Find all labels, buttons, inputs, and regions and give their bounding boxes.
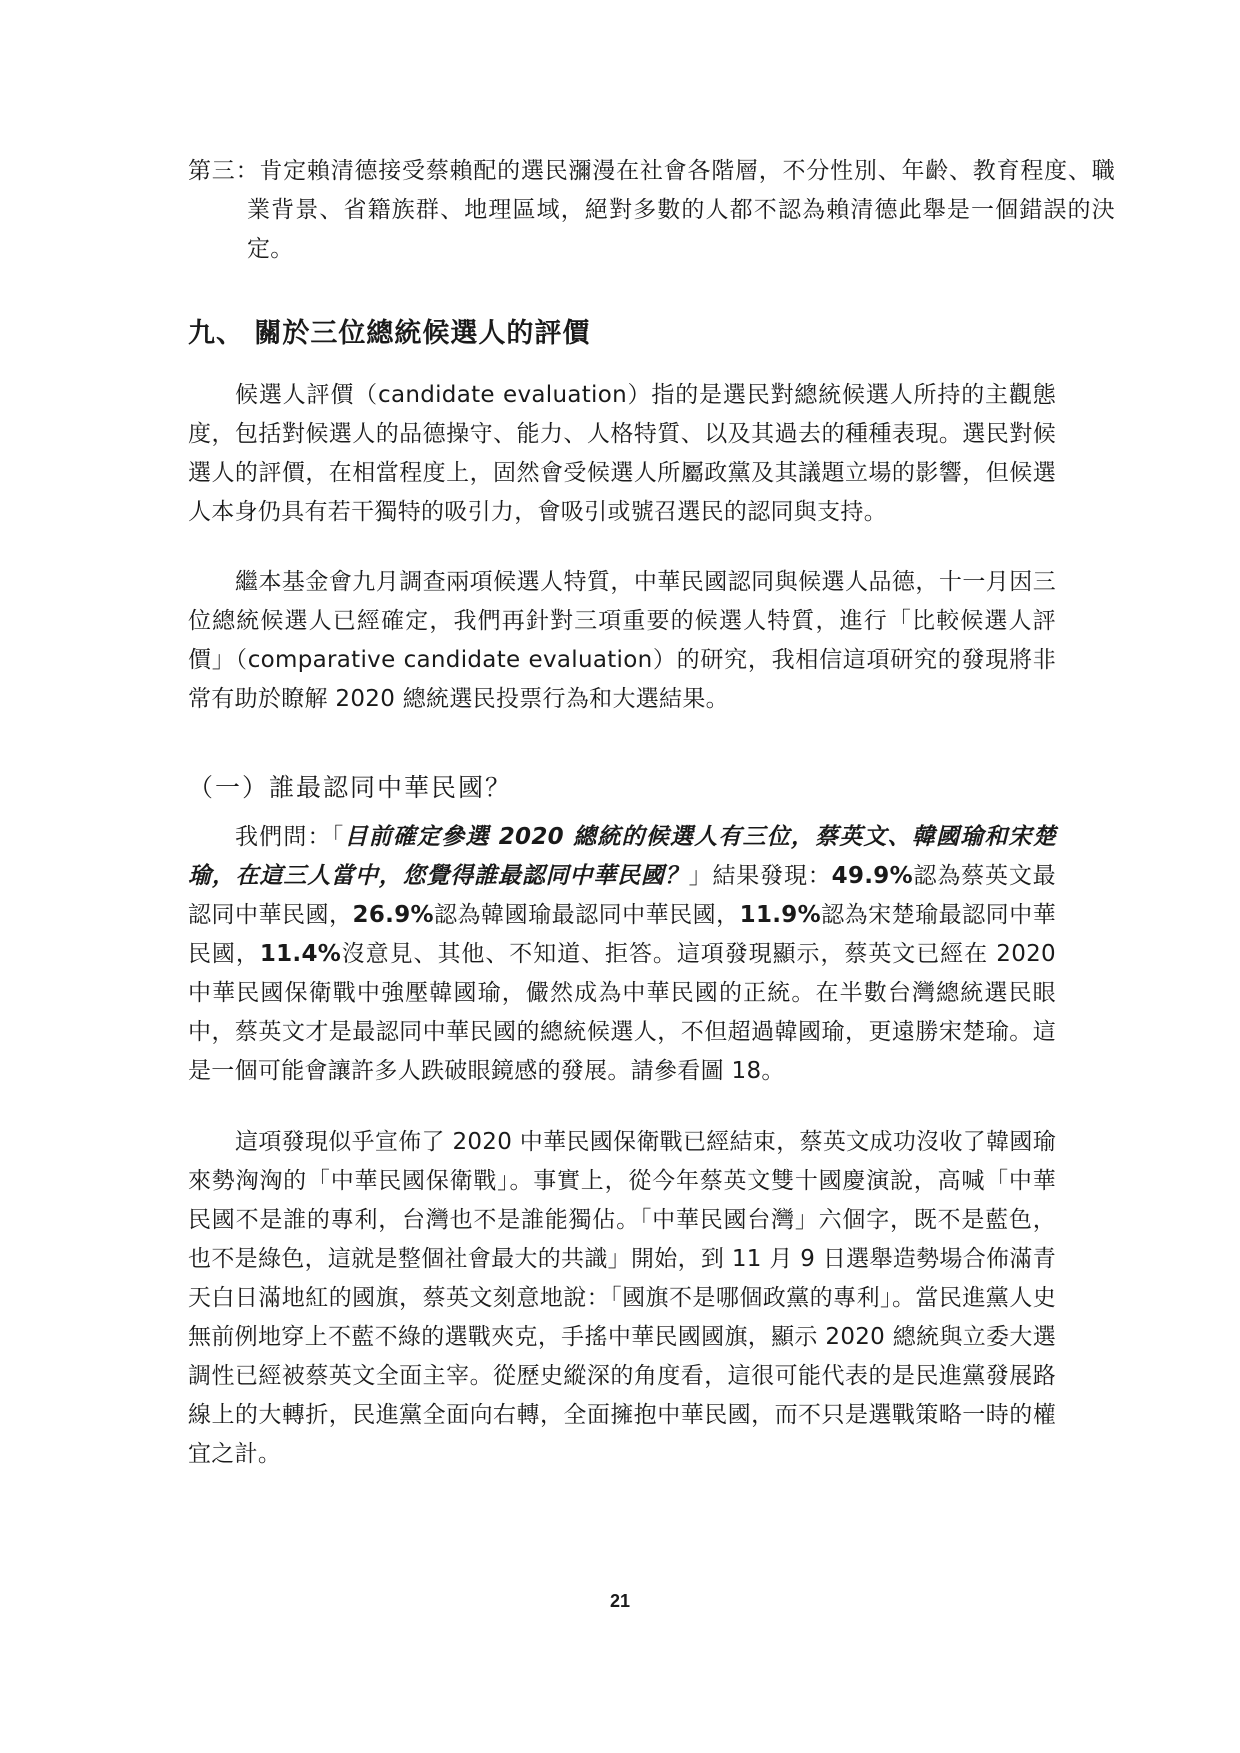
survey-question: 目前確定參選 2020 總統的候選人有三位，蔡英文、韓國瑜和宋楚瑜，在這三人當中，您覺得誰最認同中華民國？: [188, 824, 1056, 889]
survey-after-question: 」結果發現：: [688, 863, 832, 889]
paragraph-survey-result: [188, 818, 1056, 1091]
other-result-text: 沒意見、其他、不知道、拒答。這項發現顯示，蔡英文已經在 2020 中華民國保衛戰中強壓韓國瑜，儼然成為中華民國的正統。在半數台灣總統選民眼中，蔡英文才是最認同中華民國的總統候選人，不但超過韓國瑜，更遠勝宋楚瑜。這是一個可能會讓許多人跌破眼鏡感的發展。請參看圖 18。: [188, 941, 1056, 1084]
tsai-percentage: 49.9%: [831, 863, 913, 889]
paragraph-roc-defense: 這項發現似乎宣佈了 2020 中華民國保衛戰已經結束，蔡英文成功沒收了韓國瑜來勢洶洶的「中華民國保衛戰」。事實上，從今年蔡英文雙十國慶演說，高喊「中華民國不是誰的專利，台灣也不是誰能獨佔。「中華民國台灣」六個字，既不是藍色，也不是綠色，這就是整個社會最大的共識」開始，到 11 月 9 日選舉造勢場合佈滿青天白日滿地紅的國旗，蔡英文刻意地說：「國旗不是哪個政黨的專利」。當民進黨人史無前例地穿上不藍不綠的選戰夾克，手搖中華民國國旗，顯示 2020 總統與立委大選調性已經被蔡英文全面主宰。從歷史縱深的角度看，這很可能代表的是民進黨發展路線上的大轉折，民進黨全面向右轉，全面擁抱中華民國，而不只是選戰策略一時的權宜之計。: [188, 1129, 1056, 1467]
list-item-third-point: 第三：肯定賴清德接受蔡賴配的選民瀰漫在社會各階層，不分性別、年齡、教育程度、職業背景、省籍族群、地理區域，絕對多數的人都不認為賴清德此舉是一個錯誤的決定。: [188, 158, 1115, 262]
soong-percentage: 11.9%: [739, 902, 821, 928]
section-heading: 九、 關於三位總統候選人的評價: [188, 318, 591, 349]
other-percentage: 11.4%: [259, 941, 342, 967]
paragraph-candidate-evaluation: 候選人評價（candidate evaluation）指的是選民對總統候選人所持的主觀態度，包括對候選人的品德操守、能力、人格特質、以及其過去的種種表現。選民對候選人的評價，在相當程度上，固然會受候選人所屬政黨及其議題立場的影響，但候選人本身仍具有若干獨特的吸引力，會吸引或號召選民的認同與支持。: [188, 382, 1056, 525]
soong-result-text: 認為宋楚瑜最認同中華民國，: [188, 902, 1056, 967]
subsection-heading: （一）誰最認同中華民國？: [188, 773, 513, 802]
page-number: 21: [609, 1591, 631, 1611]
han-percentage: 26.9%: [352, 902, 434, 928]
survey-lead: 我們問：「: [235, 824, 345, 850]
paragraph-comparative-evaluation: 繼本基金會九月調查兩項候選人特質，中華民國認同與候選人品德，十一月因三位總統候選人已經確定，我們再針對三項重要的候選人特質，進行「比較候選人評價」（comparative candidate evaluation）的研究，我相信這項研究的發現將非常有助於瞭解 2020 總統選民投票行為和大選結果。: [188, 569, 1056, 712]
tsai-result-text: 認為蔡英文最認同中華民國，: [188, 863, 1056, 928]
han-result-text: 認為韓國瑜最認同中華民國，: [433, 902, 740, 928]
